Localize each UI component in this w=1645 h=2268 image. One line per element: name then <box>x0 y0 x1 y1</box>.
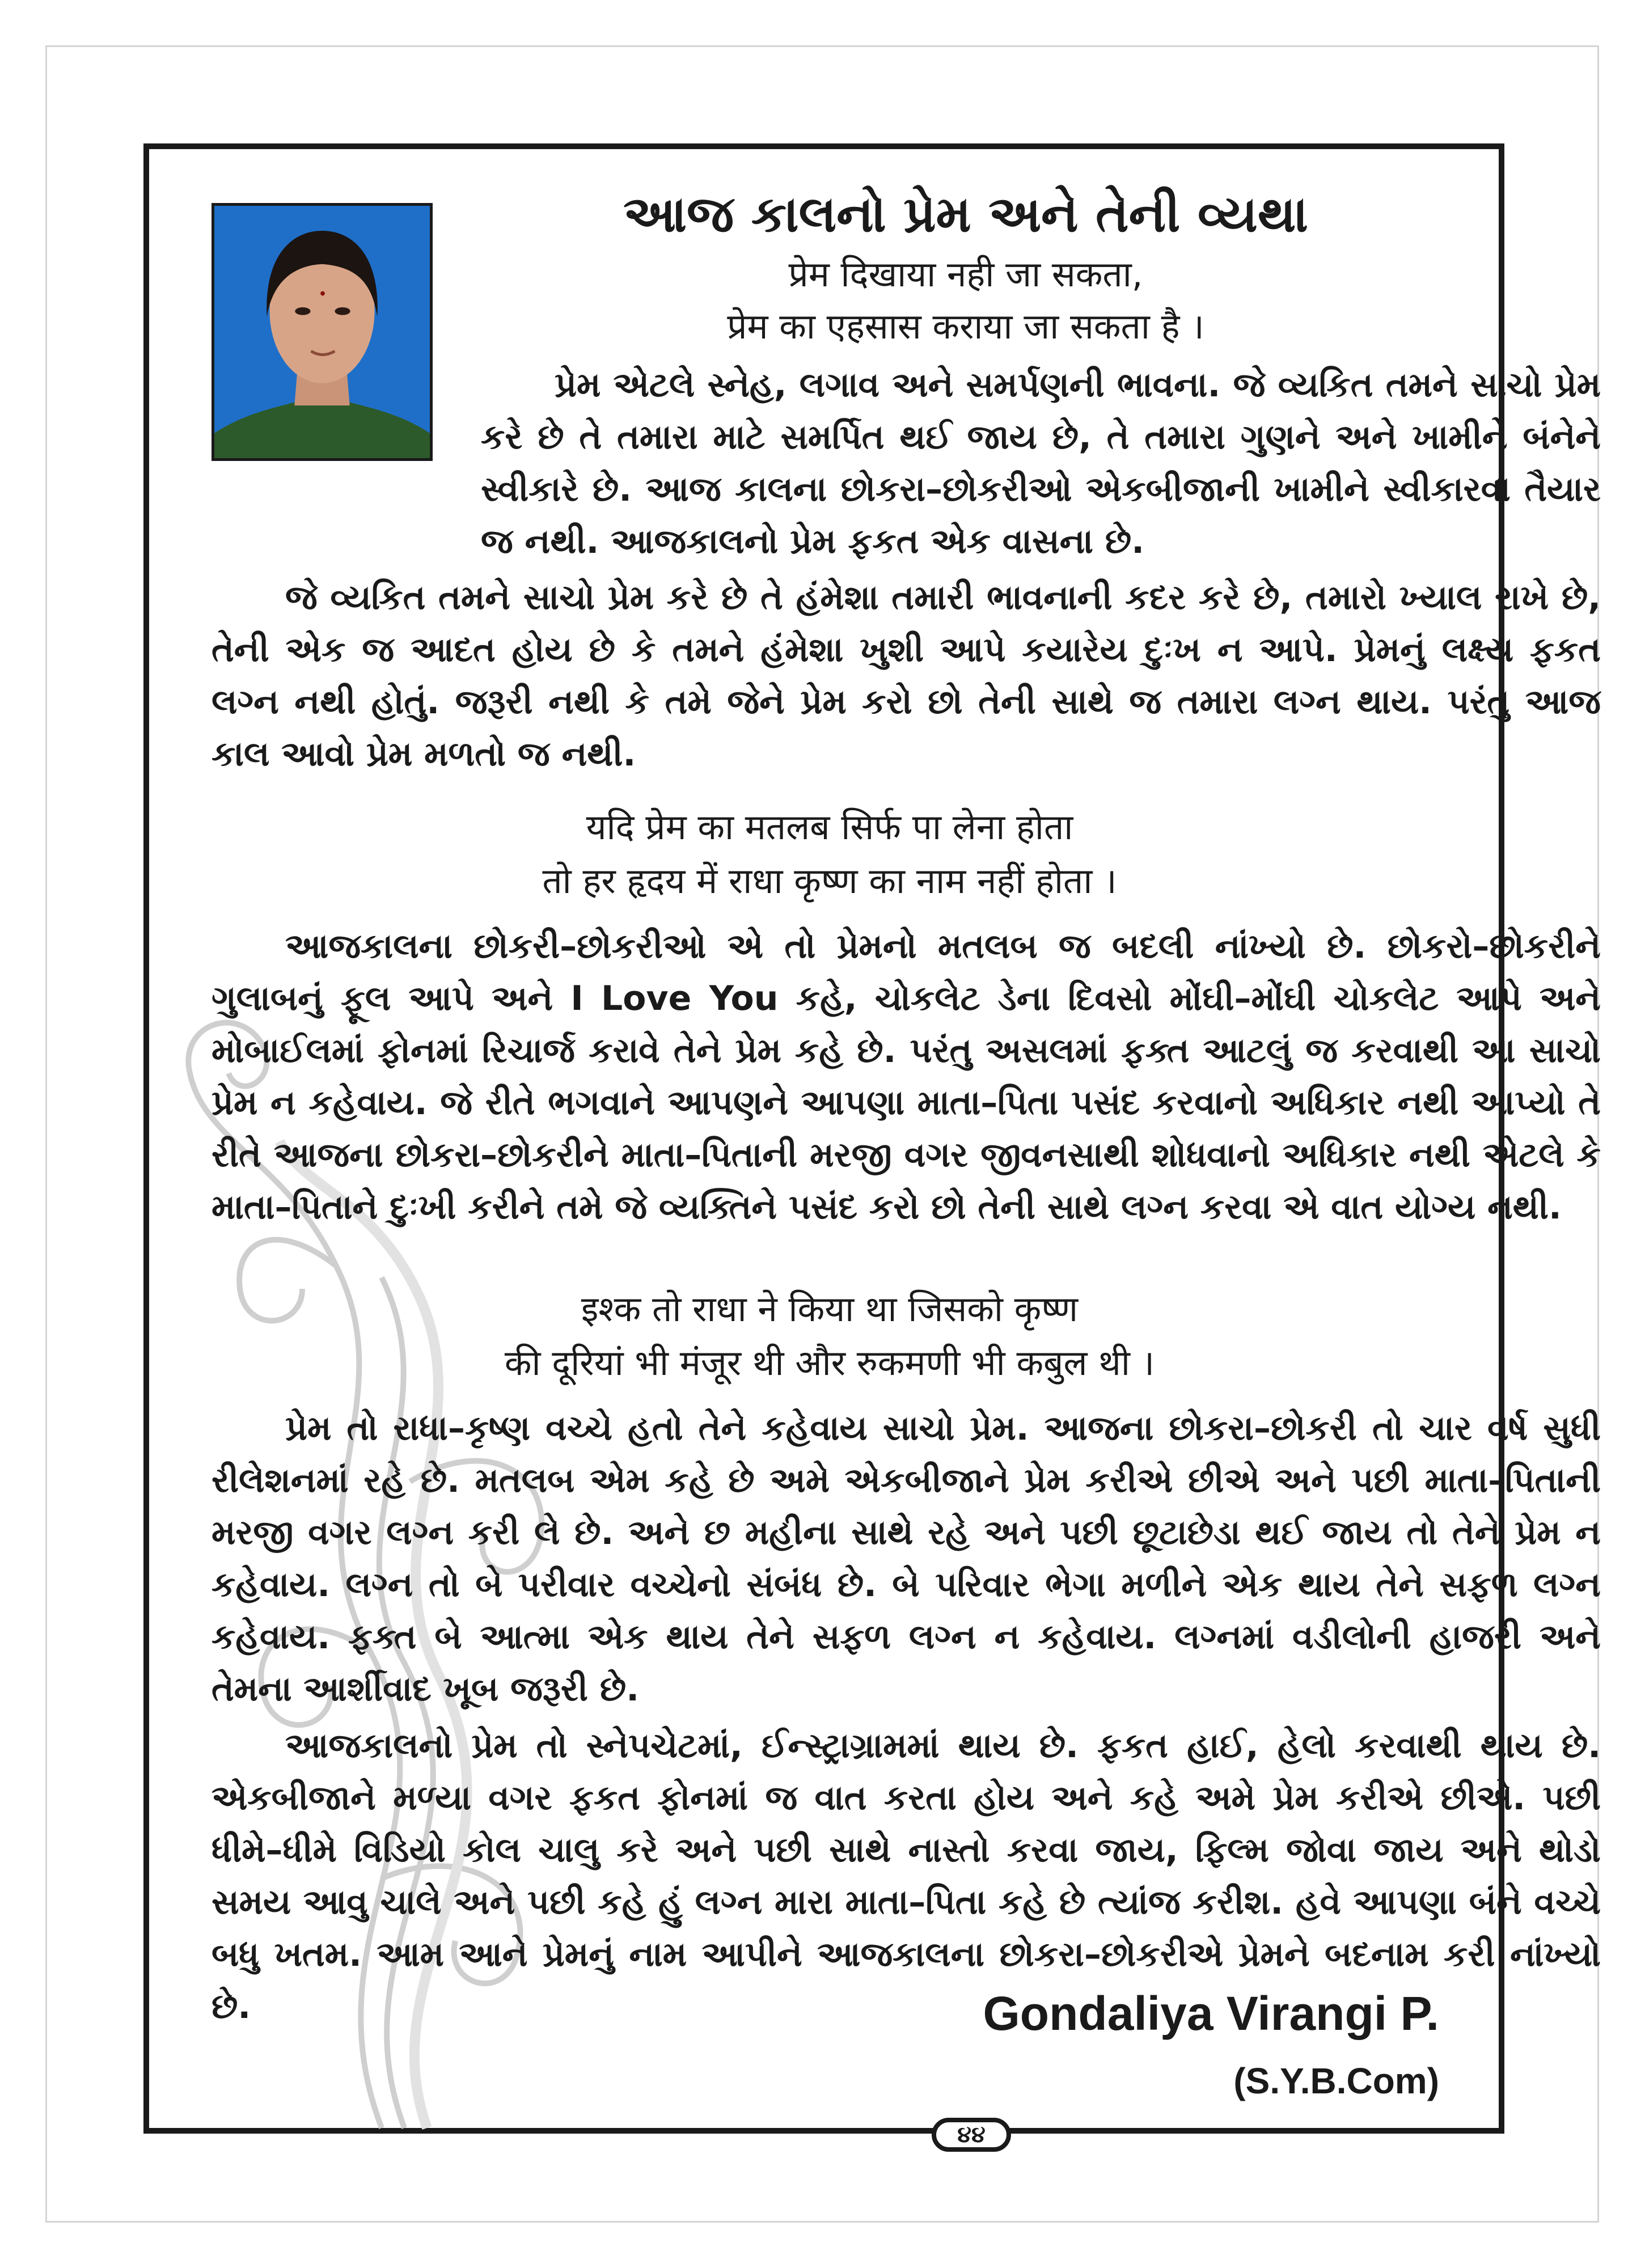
hindi-quote-line: तो हर हृदय में राधा कृष्ण का नाम नहीं होता । <box>542 860 1117 902</box>
body-paragraph: જે વ્યકિત તમને સાચો પ્રેમ કરે છે તે હંમેશા તમારી ભાવનાની કદર કરે છે, તમારો ખ્યાલ રાખે છે, તેની એક જ આદત હોય છે કે તમને હંમેશા ખુશી આપે કયારેય દુઃખ ન આપે. પ્રેમનું લક્ષ્ય ફકત લગ્ન નથી હોતું. જરૂરી નથી કે તમે જેને પ્રેમ કરો છો તેની સાથે જ તમારા લગ્ન થાય. પરંતુ આજ કાલ આવો પ્રેમ મળતો જ નથી. <box>212 578 1601 774</box>
hindi-quote-line: प्रेम दिखाया नही जा सकता, <box>788 253 1143 295</box>
body-paragraph: પ્રેમ તો રાધા–કૃષ્ણ વચ્ચે હતો તેને કહેવાય સાચો પ્રેમ. આજના છોકરા–છોકરી તો ચાર વર્ષ સુધી રીલેશનમાં રહે છે. મતલબ એમ કહે છે અમે એકબીજાને પ્રેમ કરીએ છીએ અને પછી માતા–પિતાની મરજી વગર લગ્ન કરી લે છે. અને છ મહીના સાથે રહે અને પછી છૂટાછેડા થઈ જાય તો તેને પ્રેમ ન કહેવાય. લગ્ન તો બે પરીવાર વચ્ચેનો સંબંધ છે. બે પરિવાર ભેગા મળીને એક થાય તેને સફળ લગ્ન કહેવાય. ફક્ત બે આત્મા એક થાય તેને સફળ લગ્ન ન કહેવાય. લગ્નમાં વડીલોની હાજરી અને તેમના આર્શીવાદ ખૂબ જરૂરી છે. <box>212 1408 1601 1709</box>
author-course: (S.Y.B.Com) <box>1233 2060 1439 2101</box>
page-number: ૪૪ <box>932 2118 1011 2152</box>
hindi-quote-line: की दूरियां भी मंजूर थी और रुकमणी भी कबुल थी । <box>504 1342 1155 1383</box>
intro-paragraph: પ્રેમ એટલે સ્નેહ, લગાવ અને સમર્પણની ભાવના. જે વ્યકિત તમને સાચો પ્રેમ કરે છે તે તમારા માટે સમર્પિત થઈ જાય છે, તે તમારા ગુણને અને ખામીને બંનેને સ્વીકારે છે. આજ કાલના છોકરા–છોકરીઓ એકબીજાની ખામીને સ્વીકારવા તૈયાર જ નથી. આજકાલનો પ્રેમ ફકત એક વાસના છે. <box>481 365 1601 561</box>
body-paragraph: આજકાલનો પ્રેમ તો સ્નેપચેટમાં, ઈન્સ્ટ્રાગ્રામમાં થાય છે. ફકત હાઈ, હેલો કરવાથી થાય છે. એકબીજાને મળ્યા વગર ફકત ફોનમાં જ વાત કરતા હોય અને કહે અમે પ્રેમ કરીએ છીએ. પછી ધીમે–ધીમે વિડિયો કોલ ચાલુ કરે અને પછી સાથે નાસ્તો કરવા જાય, ફિલ્મ જોવા જાય અને થોડો સમય આવુ ચાલે અને પછી કહે હું લગ્ન મારા માતા–પિતા કહે છે ત્યાંજ કરીશ. હવે આપણા બંને વચ્ચે બધુ ખતમ. આમ આને પ્રેમનું નામ આપીને આજકાલના છોકરા–છોકરીએ પ્રેમને બદનામ કરી નાંખ્યો છે. <box>212 1726 1601 2026</box>
hindi-quote-line: इश्क तो राधा ने किया था जिसको कृष्ण <box>581 1288 1079 1330</box>
article-frame <box>143 143 1601 2148</box>
hindi-quote-line: प्रेम का एहसास कराया जा सकता है । <box>727 306 1204 347</box>
body-paragraph: આજકાલના છોકરી–છોકરીઓ એ તો પ્રેમનો મતલબ જ બદલી નાંખ્યો છે. છોકરો–છોકરીને ગુલાબનું ફૂલ આપે અને I Love You કહે, ચોકલેટ ડેના દિવસો મોંઘી–મોંઘી ચોકલેટ આપે અને મોબાઈલમાં ફોનમાં રિચાર્જ કરાવે તેને પ્રેમ કહે છે. પરંતુ અસલમાં ફક્ત આટલું જ કરવાથી આ સાચો પ્રેમ ન કહેવાય. જે રીતે ભગવાને આપણને આપણા માતા–પિતા પસંદ કરવાનો અધિકાર નથી આપ્યો તે રીતે આજના છોકરા–છોકરીને માતા–પિતાની મરજી વગર જીવનસાથી શોધવાનો અધિકાર નથી એટલે કે માતા–પિતાને દુઃખી કરીને તમે જે વ્યક્તિને પસંદ કરો છો તેની સાથે લગ્ન કરવા એ વાત યોગ્ય નથી. <box>212 926 1601 1227</box>
author-name: Gondaliya Virangi P. <box>983 1987 1439 2040</box>
article-title: આજ કાલનો પ્રેમ અને તેની વ્યથા <box>623 185 1308 243</box>
hindi-quote-line: यदि प्रेम का मतलब सिर्फ पा लेना होता <box>586 806 1073 848</box>
